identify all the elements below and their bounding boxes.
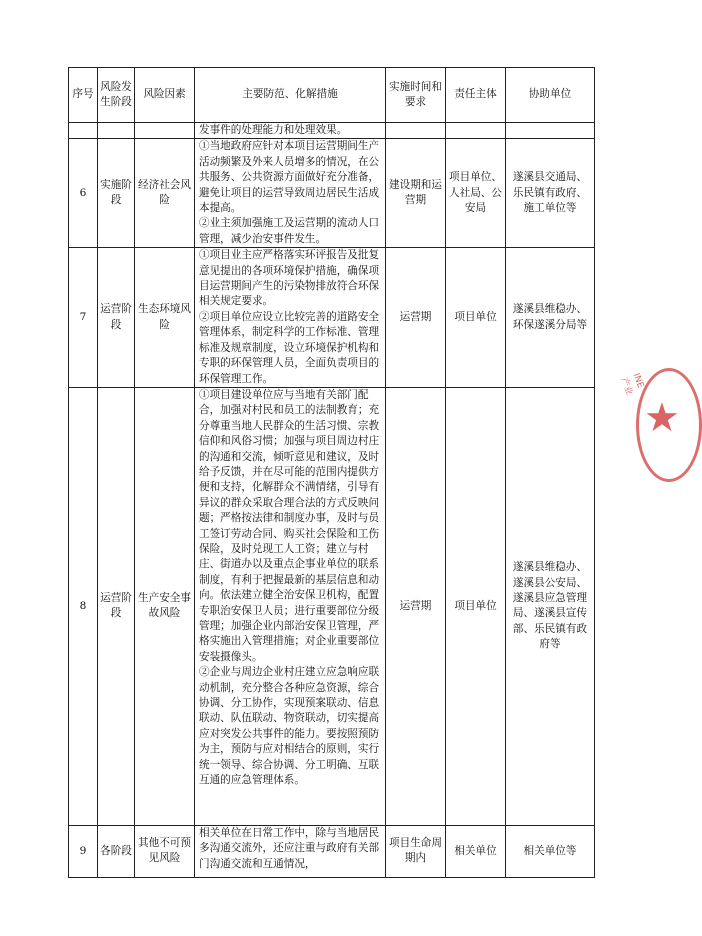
cell-owner: 相关单位 bbox=[446, 825, 506, 877]
cell-assist: 相关单位等 bbox=[506, 825, 595, 877]
measure-paragraph: 相关单位在日常工作中，除与当地居民多沟通交流外，还应注重与政府有关部门沟通交流和互通情况， bbox=[199, 826, 380, 870]
measure-paragraph: 发事件的处理能力和处理效果。 bbox=[199, 124, 348, 136]
cell-measures bbox=[195, 825, 386, 877]
cell-no: 7 bbox=[69, 248, 98, 388]
cell-stage: 各阶段 bbox=[98, 825, 135, 877]
cell-measures bbox=[195, 123, 386, 139]
cell-owner: 项目单位 bbox=[446, 248, 506, 388]
measure-paragraph: ①项目业主应严格落实环评报告及批复意见提出的各项环境保护措施，确保项目运营期间产生的污染物排放符合环保相关规定要求。 bbox=[199, 249, 380, 308]
cell-no: 6 bbox=[69, 139, 98, 248]
cell-measures bbox=[195, 387, 386, 825]
cell-factor: 生态环境风险 bbox=[135, 248, 195, 388]
measure-paragraph: ②项目单位应设立比较完善的道路安全管理体系，制定科学的工作标准、管理标准及规章制度，设立环境保护机构和专职的环保管理人员，全面负责项目的环保管理工作。 bbox=[199, 310, 380, 385]
cell-timing: 建设期和运营期 bbox=[386, 139, 446, 248]
header-factor: 风险因素 bbox=[135, 68, 195, 123]
cell-assist: 遂溪县交通局、乐民镇有政府、施工单位等 bbox=[506, 139, 595, 248]
header-measures: 主要防范、化解措施 bbox=[195, 68, 386, 123]
cell-owner: 项目单位 bbox=[446, 387, 506, 825]
cell-stage: 实施阶段 bbox=[98, 139, 135, 248]
cell-factor: 经济社会风险 bbox=[135, 139, 195, 248]
cell-factor bbox=[135, 123, 195, 139]
cell-stage: 运营阶段 bbox=[98, 387, 135, 825]
table-row bbox=[69, 139, 595, 248]
measure-paragraph: ①当地政府应针对本项目运营期间生产活动频繁及外来人员增多的情况，在公共服务、公共资源方面做好充分准备，避免让项目的运营导致周边居民生活成本提高。 bbox=[199, 140, 380, 215]
cell-no: 8 bbox=[69, 387, 98, 825]
cell-stage bbox=[98, 123, 135, 139]
cell-measures bbox=[195, 139, 386, 248]
star-icon: ★ bbox=[644, 395, 680, 441]
header-no: 序号 bbox=[69, 68, 98, 123]
cell-measures bbox=[195, 248, 386, 388]
cell-timing: 运营期 bbox=[386, 387, 446, 825]
table-row-continued bbox=[69, 123, 595, 139]
cell-assist bbox=[506, 123, 595, 139]
header-timing: 实施时间和要求 bbox=[386, 68, 446, 123]
stamp-text: INE 产业 bbox=[618, 372, 646, 397]
cell-no bbox=[69, 123, 98, 139]
measure-paragraph: ②企业与周边企业村庄建立应急响应联动机制，充分整合各种应急资源，综合协调、分工协作，实现预案联动、信息联动、队伍联动、物资联动，切实提高应对突发公共事件的能力。要按照预防为主，预防与应对相结合的原则，实行统一领导、综合协调、分工明确、互联互通的应急管理体系。 bbox=[199, 666, 380, 787]
cell-owner bbox=[446, 123, 506, 139]
cell-timing: 项目生命周期内 bbox=[386, 825, 446, 877]
risk-measures-table bbox=[68, 67, 595, 878]
cell-factor: 生产安全事故风险 bbox=[135, 387, 195, 825]
header-row bbox=[69, 68, 595, 123]
table-row bbox=[69, 248, 595, 388]
table-row bbox=[69, 825, 595, 877]
cell-timing bbox=[386, 123, 446, 139]
cell-factor: 其他不可预见风险 bbox=[135, 825, 195, 877]
header-assist: 协助单位 bbox=[506, 68, 595, 123]
cell-no: 9 bbox=[69, 825, 98, 877]
header-stage: 风险发生阶段 bbox=[98, 68, 135, 123]
cell-stage: 运营阶段 bbox=[98, 248, 135, 388]
measure-paragraph: ②业主须加强施工及运营期的流动人口管理，减少治安事件发生。 bbox=[199, 217, 380, 245]
cell-timing: 运营期 bbox=[386, 248, 446, 388]
cell-assist: 遂溪县维稳办、遂溪县公安局、遂溪县应急管理局、遂溪县宣传部、乐民镇有政府等 bbox=[506, 387, 595, 825]
measure-paragraph: ①项目建设单位应与当地有关部门配合，加强对村民和员工的法制教育；充分尊重当地人民群众的生活习惯、宗教信仰和风俗习惯；加强与项目周边村庄的沟通和交流，倾听意见和建议，及时给予反馈，并在尽可能的范围内提供方便和支持，化解群众不满情绪，引导有异议的群众采取合理合法的方式反映问题；严格按法律和制度办事，及时与员工签订劳动合同、购买社会保险和工伤保险，及时兑现工人工资；建立与村庄、街道办以及重点企事业单位的联系制度，有利于把握最新的基层信息和动向。依法建立健全治安保卫机构，配置专职治安保卫人员；进行重要部位分级管理；加强企业内部治安保卫管理，严格实施出入管理措施；对企业重要部位安装摄像头。 bbox=[199, 388, 380, 663]
cell-owner: 项目单位、人社局、公安局 bbox=[446, 139, 506, 248]
table-row bbox=[69, 387, 595, 825]
header-owner: 责任主体 bbox=[446, 68, 506, 123]
cell-assist: 遂溪县维稳办、环保遂溪分局等 bbox=[506, 248, 595, 388]
